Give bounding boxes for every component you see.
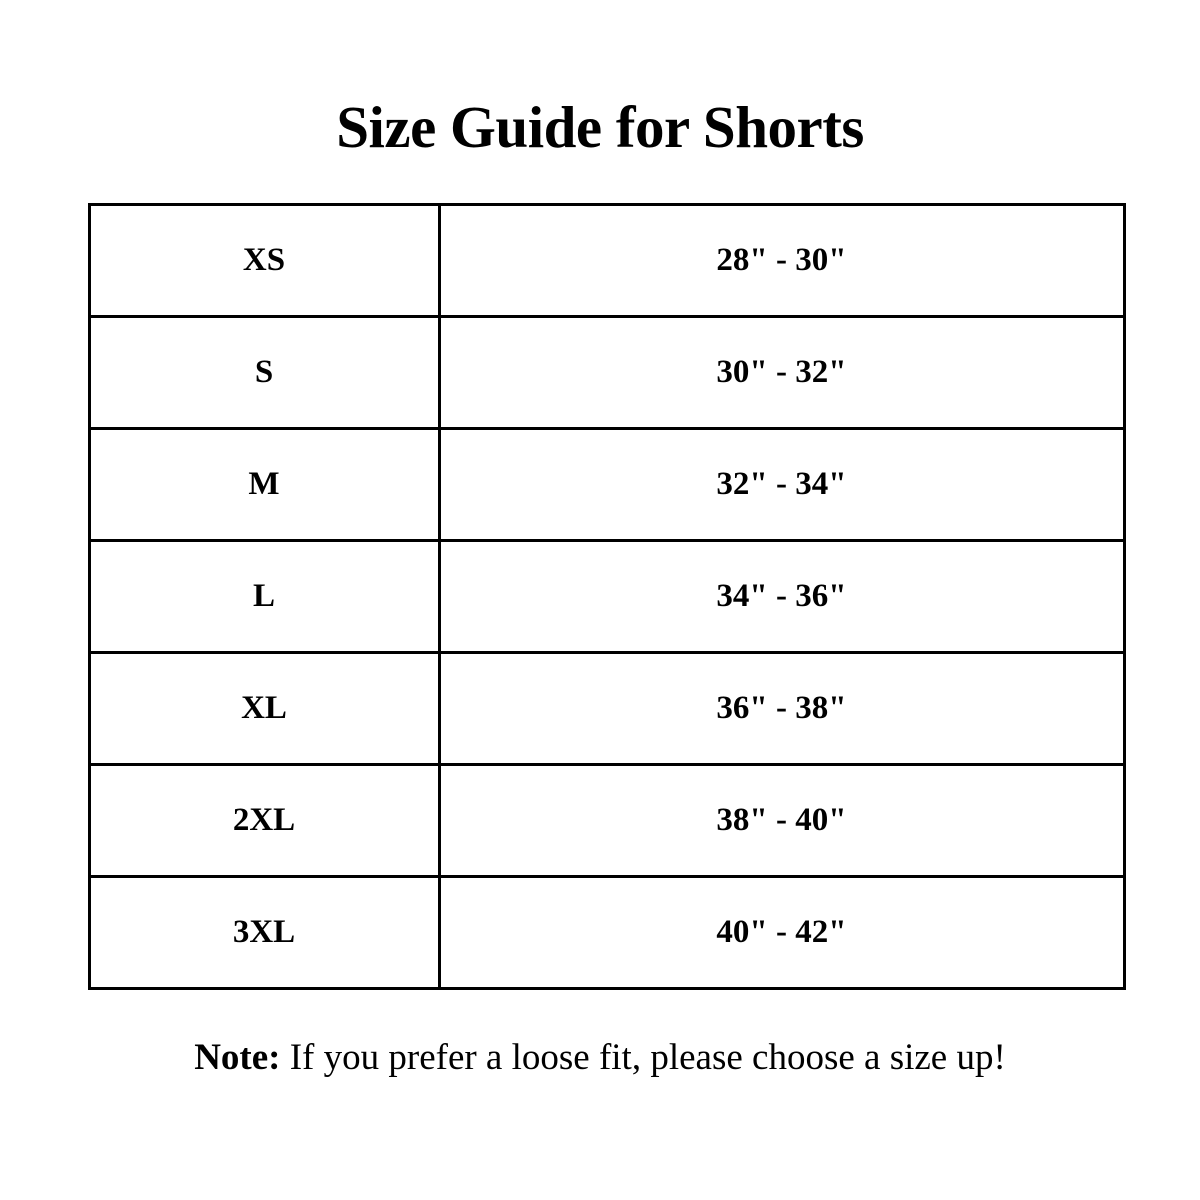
note-text: If you prefer a loose fit, please choose a size up! — [280, 1036, 1006, 1078]
size-cell: 3XL — [89, 876, 439, 988]
size-table — [88, 203, 1126, 990]
table-row — [89, 540, 1124, 652]
page-title: Size Guide for Shorts — [336, 94, 864, 160]
size-cell: 2XL — [89, 764, 439, 876]
table-row — [89, 652, 1124, 764]
size-table-container — [88, 160, 1113, 990]
table-row — [89, 764, 1124, 876]
size-cell: S — [89, 316, 439, 428]
measurement-cell: 34" - 36" — [439, 540, 1124, 652]
measurement-cell: 28" - 30" — [439, 204, 1124, 316]
size-cell: L — [89, 540, 439, 652]
measurement-cell: 36" - 38" — [439, 652, 1124, 764]
table-row — [89, 204, 1124, 316]
size-cell: XS — [89, 204, 439, 316]
measurement-cell: 38" - 40" — [439, 764, 1124, 876]
size-cell: M — [89, 428, 439, 540]
fit-note — [0, 1036, 1200, 1080]
size-cell: XL — [89, 652, 439, 764]
measurement-cell: 40" - 42" — [439, 876, 1124, 988]
table-row — [89, 428, 1124, 540]
measurement-cell: 30" - 32" — [439, 316, 1124, 428]
table-row — [89, 876, 1124, 988]
table-row — [89, 316, 1124, 428]
note-label: Note: — [194, 1036, 281, 1078]
measurement-cell: 32" - 34" — [439, 428, 1124, 540]
